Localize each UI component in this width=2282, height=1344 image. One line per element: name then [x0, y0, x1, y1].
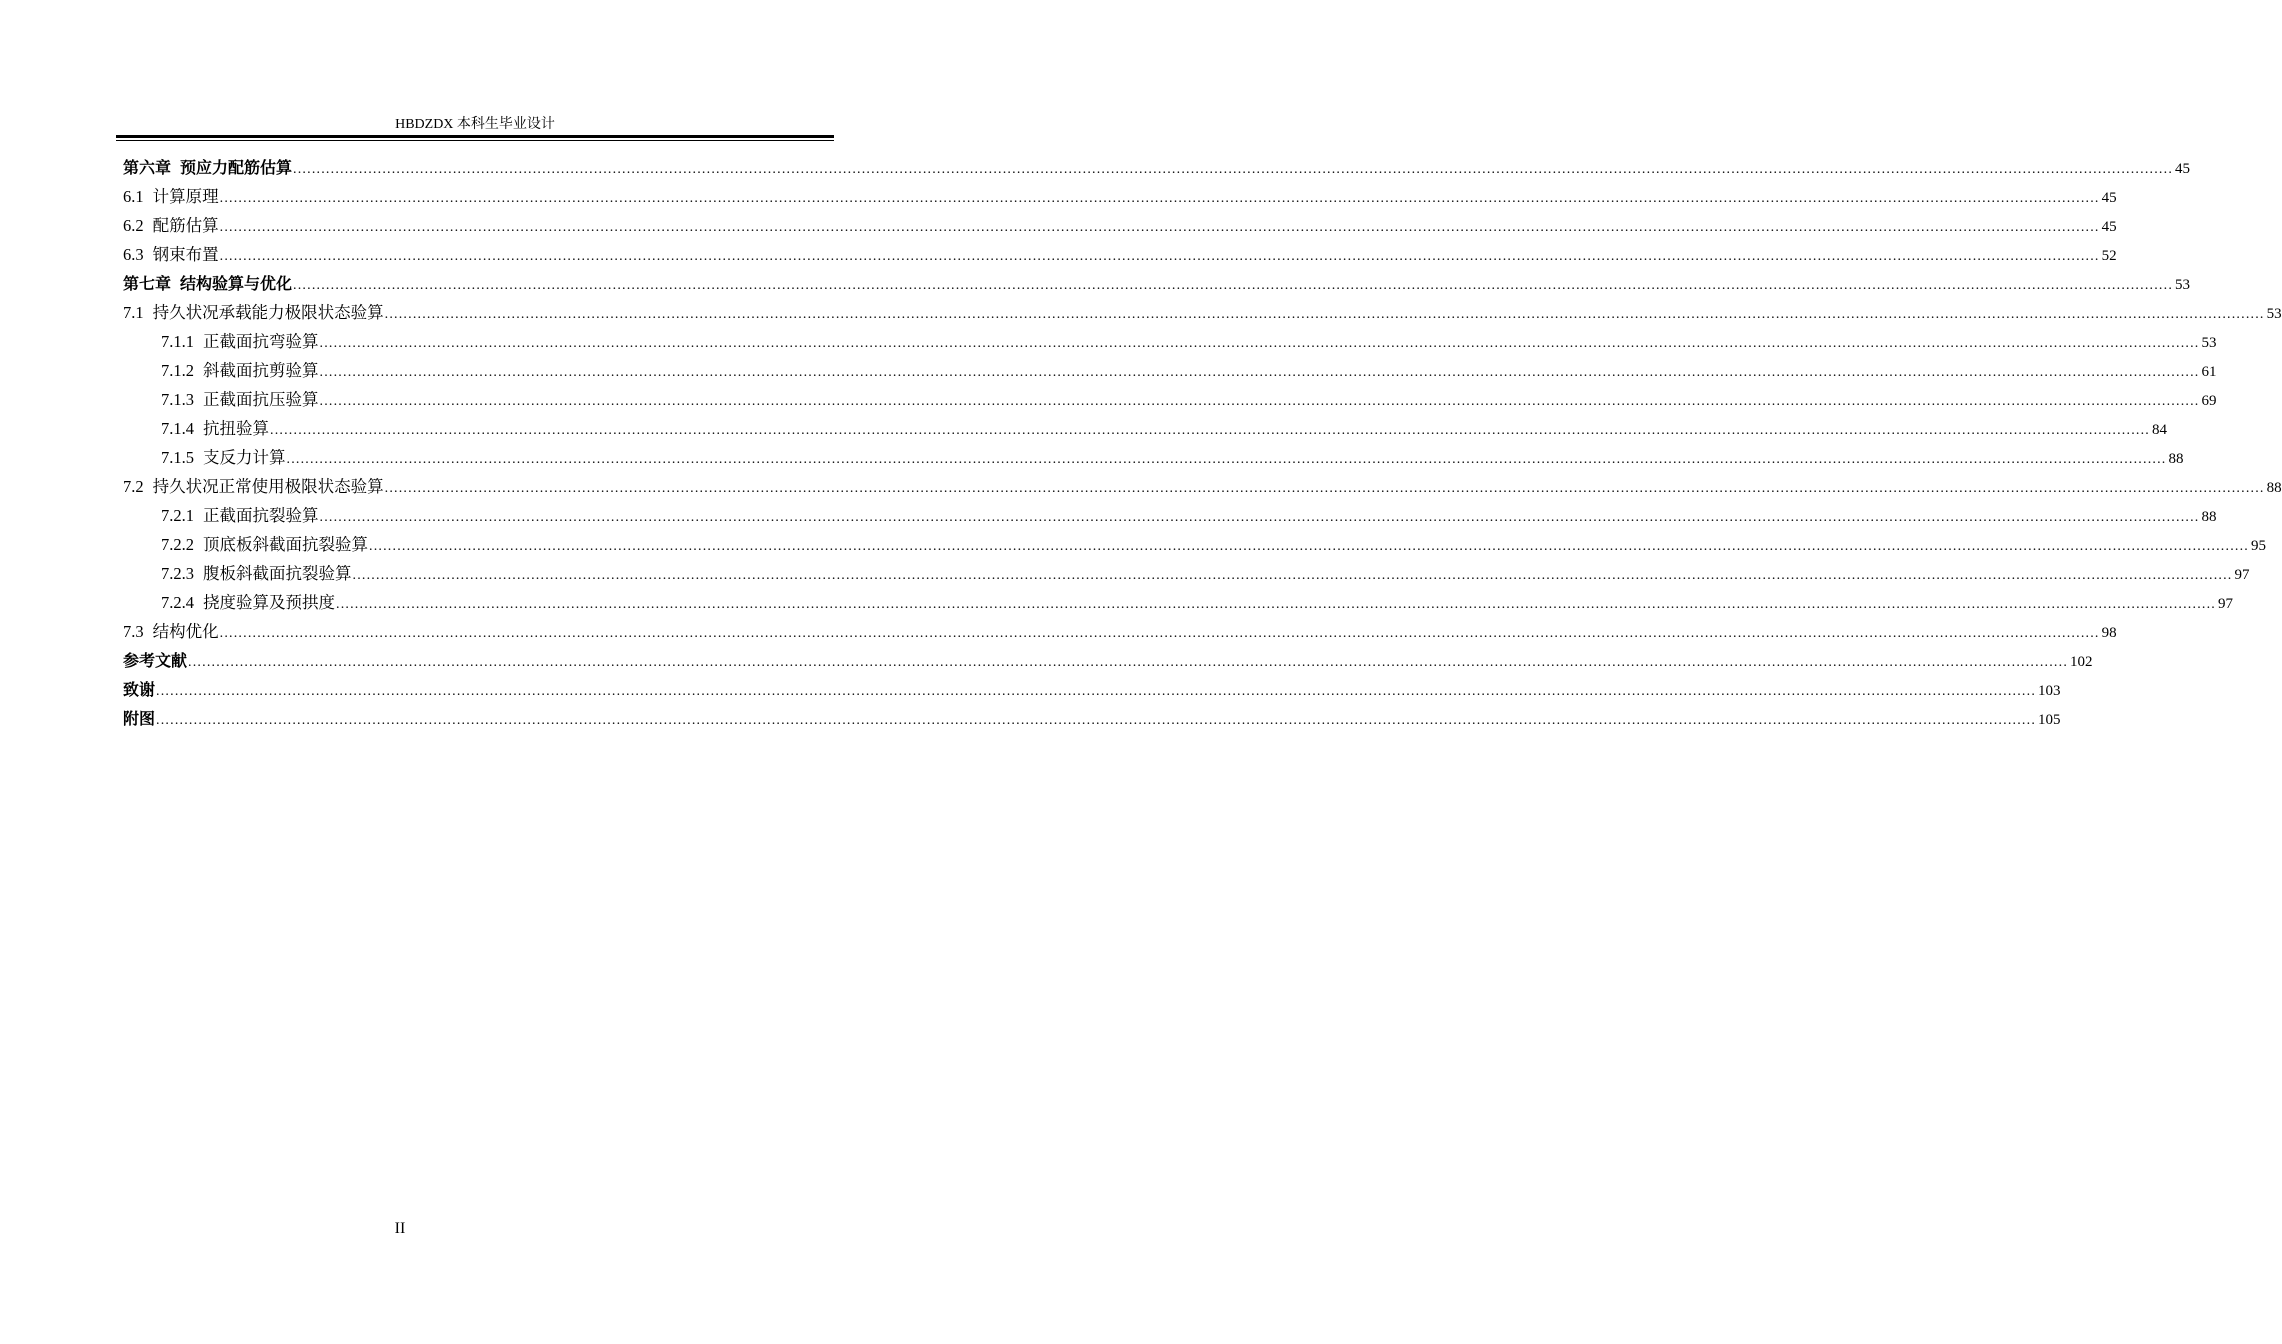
toc-entry-page: 97: [2218, 596, 2233, 612]
toc-entry[interactable]: [123, 153, 2191, 182]
toc-entry-text: 正截面抗裂验算: [203, 506, 319, 525]
toc-dot-leader: ................................................................................................................................................................................................................................................................................................................................................................................................................: [219, 191, 2100, 206]
toc-entry[interactable]: [123, 530, 2266, 559]
page-header: HBDZDX 本科生毕业设计: [395, 117, 555, 132]
toc-entry-page: 97: [2234, 567, 2250, 583]
toc-entry[interactable]: [123, 617, 2117, 646]
toc-dot-leader: ................................................................................................................................................................................................................................................................................................................................................................................................................: [319, 365, 2200, 380]
toc-entry-page: 53: [2175, 277, 2191, 293]
toc-entry-text: 配筋估算: [152, 216, 219, 235]
toc-dot-leader: ................................................................................................................................................................................................................................................................................................................................................................................................................: [219, 249, 2100, 264]
toc-entry[interactable]: [123, 269, 2191, 298]
toc-dot-leader: ................................................................................................................................................................................................................................................................................................................................................................................................................: [286, 452, 2167, 467]
toc-entry[interactable]: [123, 385, 2217, 414]
toc-dot-leader: ................................................................................................................................................................................................................................................................................................................................................................................................................: [319, 336, 2200, 351]
toc-entry-number: 7.1.5: [161, 448, 194, 467]
header-rule-thin: [116, 140, 834, 141]
toc-entry-title: [161, 588, 335, 617]
toc-entry-page: 53: [2266, 306, 2282, 322]
toc-entry[interactable]: [123, 559, 2250, 588]
toc-entry-number: 7.1.2: [161, 361, 194, 380]
toc-entry-number: 第七章: [123, 274, 172, 293]
toc-entry-text: 结构验算与优化: [180, 274, 293, 293]
toc-entry[interactable]: [123, 472, 2282, 501]
toc-entry-page: 88: [2168, 451, 2184, 467]
toc-entry-page: 52: [2101, 248, 2117, 264]
toc-dot-leader: ................................................................................................................................................................................................................................................................................................................................................................................................................: [319, 510, 2200, 525]
toc-entry-title: [123, 269, 292, 298]
toc-dot-leader: ................................................................................................................................................................................................................................................................................................................................................................................................................: [293, 278, 2174, 293]
toc-entry-number: 6.3: [123, 245, 144, 264]
toc-entry-title: [161, 559, 352, 588]
toc-entry-number: 6.1: [123, 187, 144, 206]
toc-entry[interactable]: [123, 298, 2282, 327]
toc-entry-title: [161, 530, 368, 559]
toc-entry[interactable]: [123, 182, 2117, 211]
toc-entry-page: 88: [2266, 480, 2282, 496]
toc-entry[interactable]: [123, 240, 2117, 269]
toc-entry-number: 7.2.1: [161, 506, 194, 525]
toc-dot-leader: ................................................................................................................................................................................................................................................................................................................................................................................................................: [156, 684, 2037, 699]
toc-entry-text: 持久状况正常使用极限状态验算: [152, 477, 384, 496]
toc-entry[interactable]: [123, 356, 2217, 385]
table-of-contents: [123, 153, 2282, 733]
toc-entry-title: [161, 327, 319, 356]
toc-dot-leader: ................................................................................................................................................................................................................................................................................................................................................................................................................: [188, 655, 2069, 670]
toc-entry-page: 45: [2101, 190, 2117, 206]
toc-entry-title: [161, 443, 286, 472]
toc-entry-page: 98: [2101, 625, 2117, 641]
toc-entry[interactable]: [123, 443, 2184, 472]
header-rule-thick: [116, 135, 834, 138]
toc-entry-title: [123, 617, 219, 646]
toc-dot-leader: ................................................................................................................................................................................................................................................................................................................................................................................................................: [336, 597, 2216, 612]
toc-entry-text: 钢束布置: [152, 245, 219, 264]
toc-dot-leader: ................................................................................................................................................................................................................................................................................................................................................................................................................: [384, 481, 2265, 496]
toc-entry-page: 88: [2201, 509, 2217, 525]
toc-entry-title: [161, 356, 319, 385]
toc-entry-title: [161, 385, 319, 414]
toc-dot-leader: ................................................................................................................................................................................................................................................................................................................................................................................................................: [369, 539, 2249, 554]
toc-entry-number: 7.1: [123, 303, 144, 322]
toc-entry[interactable]: [123, 211, 2117, 240]
toc-entry-number: 第六章: [123, 158, 172, 177]
toc-entry[interactable]: [123, 675, 2061, 704]
toc-entry-page: 69: [2201, 393, 2217, 409]
toc-entry-number: 7.3: [123, 622, 144, 641]
toc-entry-number: 7.2.4: [161, 593, 194, 612]
toc-entry-text: 正截面抗弯验算: [203, 332, 319, 351]
toc-entry-number: 6.2: [123, 216, 144, 235]
toc-entry-number: 7.2.2: [161, 535, 194, 554]
page-number: II: [394, 1220, 406, 1237]
toc-entry-number: 7.2.3: [161, 564, 194, 583]
toc-entry-text: 挠度验算及预拱度: [203, 593, 335, 612]
toc-entry-text: 腹板斜截面抗裂验算: [203, 564, 352, 583]
toc-entry-number: 7.1.4: [161, 419, 194, 438]
toc-dot-leader: ................................................................................................................................................................................................................................................................................................................................................................................................................: [219, 220, 2100, 235]
toc-entry-page: 84: [2152, 422, 2167, 438]
toc-dot-leader: ................................................................................................................................................................................................................................................................................................................................................................................................................: [156, 713, 2037, 728]
toc-entry[interactable]: [123, 327, 2217, 356]
toc-entry-text: 结构优化: [152, 622, 219, 641]
toc-entry[interactable]: [123, 588, 2233, 617]
toc-entry-title: [123, 298, 384, 327]
toc-entry-text: 顶底板斜截面抗裂验算: [203, 535, 368, 554]
toc-entry-text: 计算原理: [152, 187, 219, 206]
toc-entry-text: 正截面抗压验算: [203, 390, 319, 409]
toc-dot-leader: ................................................................................................................................................................................................................................................................................................................................................................................................................: [384, 307, 2265, 322]
toc-dot-leader: ................................................................................................................................................................................................................................................................................................................................................................................................................: [270, 423, 2150, 438]
toc-entry-page: 105: [2038, 712, 2061, 728]
toc-entry-page: 53: [2201, 335, 2217, 351]
toc-entry-page: 45: [2101, 219, 2117, 235]
toc-entry-text: 参考文献: [123, 651, 188, 670]
toc-entry-title: [123, 675, 155, 704]
toc-entry-number: 7.1.3: [161, 390, 194, 409]
toc-entry-text: 斜截面抗剪验算: [203, 361, 319, 380]
toc-entry-title: [123, 472, 384, 501]
toc-entry-text: 抗扭验算: [203, 419, 269, 438]
toc-entry[interactable]: [123, 501, 2217, 530]
toc-entry-title: [161, 414, 269, 443]
toc-entry-title: [123, 240, 219, 269]
toc-dot-leader: ................................................................................................................................................................................................................................................................................................................................................................................................................: [352, 568, 2233, 583]
toc-entry-title: [123, 646, 187, 675]
toc-entry-page: 102: [2070, 654, 2093, 670]
toc-entry-number: 7.2: [123, 477, 144, 496]
toc-entry-title: [123, 182, 219, 211]
toc-entry-title: [123, 211, 219, 240]
toc-entry-text: 附图: [123, 709, 156, 728]
toc-entry-page: 95: [2251, 538, 2266, 554]
toc-entry-title: [161, 501, 319, 530]
toc-dot-leader: ................................................................................................................................................................................................................................................................................................................................................................................................................: [293, 162, 2174, 177]
toc-entry-text: 致谢: [123, 680, 156, 699]
toc-entry-page: 61: [2201, 364, 2217, 380]
toc-entry-page: 45: [2175, 161, 2191, 177]
toc-entry[interactable]: [123, 704, 2061, 733]
toc-dot-leader: ................................................................................................................................................................................................................................................................................................................................................................................................................: [219, 626, 2100, 641]
toc-entry-page: 103: [2038, 683, 2061, 699]
toc-entry-text: 支反力计算: [203, 448, 286, 467]
toc-entry[interactable]: [123, 646, 2093, 675]
toc-entry-title: [123, 704, 155, 733]
toc-entry-text: 持久状况承载能力极限状态验算: [152, 303, 384, 322]
toc-entry-text: 预应力配筋估算: [180, 158, 293, 177]
toc-entry[interactable]: [123, 414, 2167, 443]
toc-entry-title: [123, 153, 292, 182]
toc-dot-leader: ................................................................................................................................................................................................................................................................................................................................................................................................................: [319, 394, 2200, 409]
toc-entry-number: 7.1.1: [161, 332, 194, 351]
